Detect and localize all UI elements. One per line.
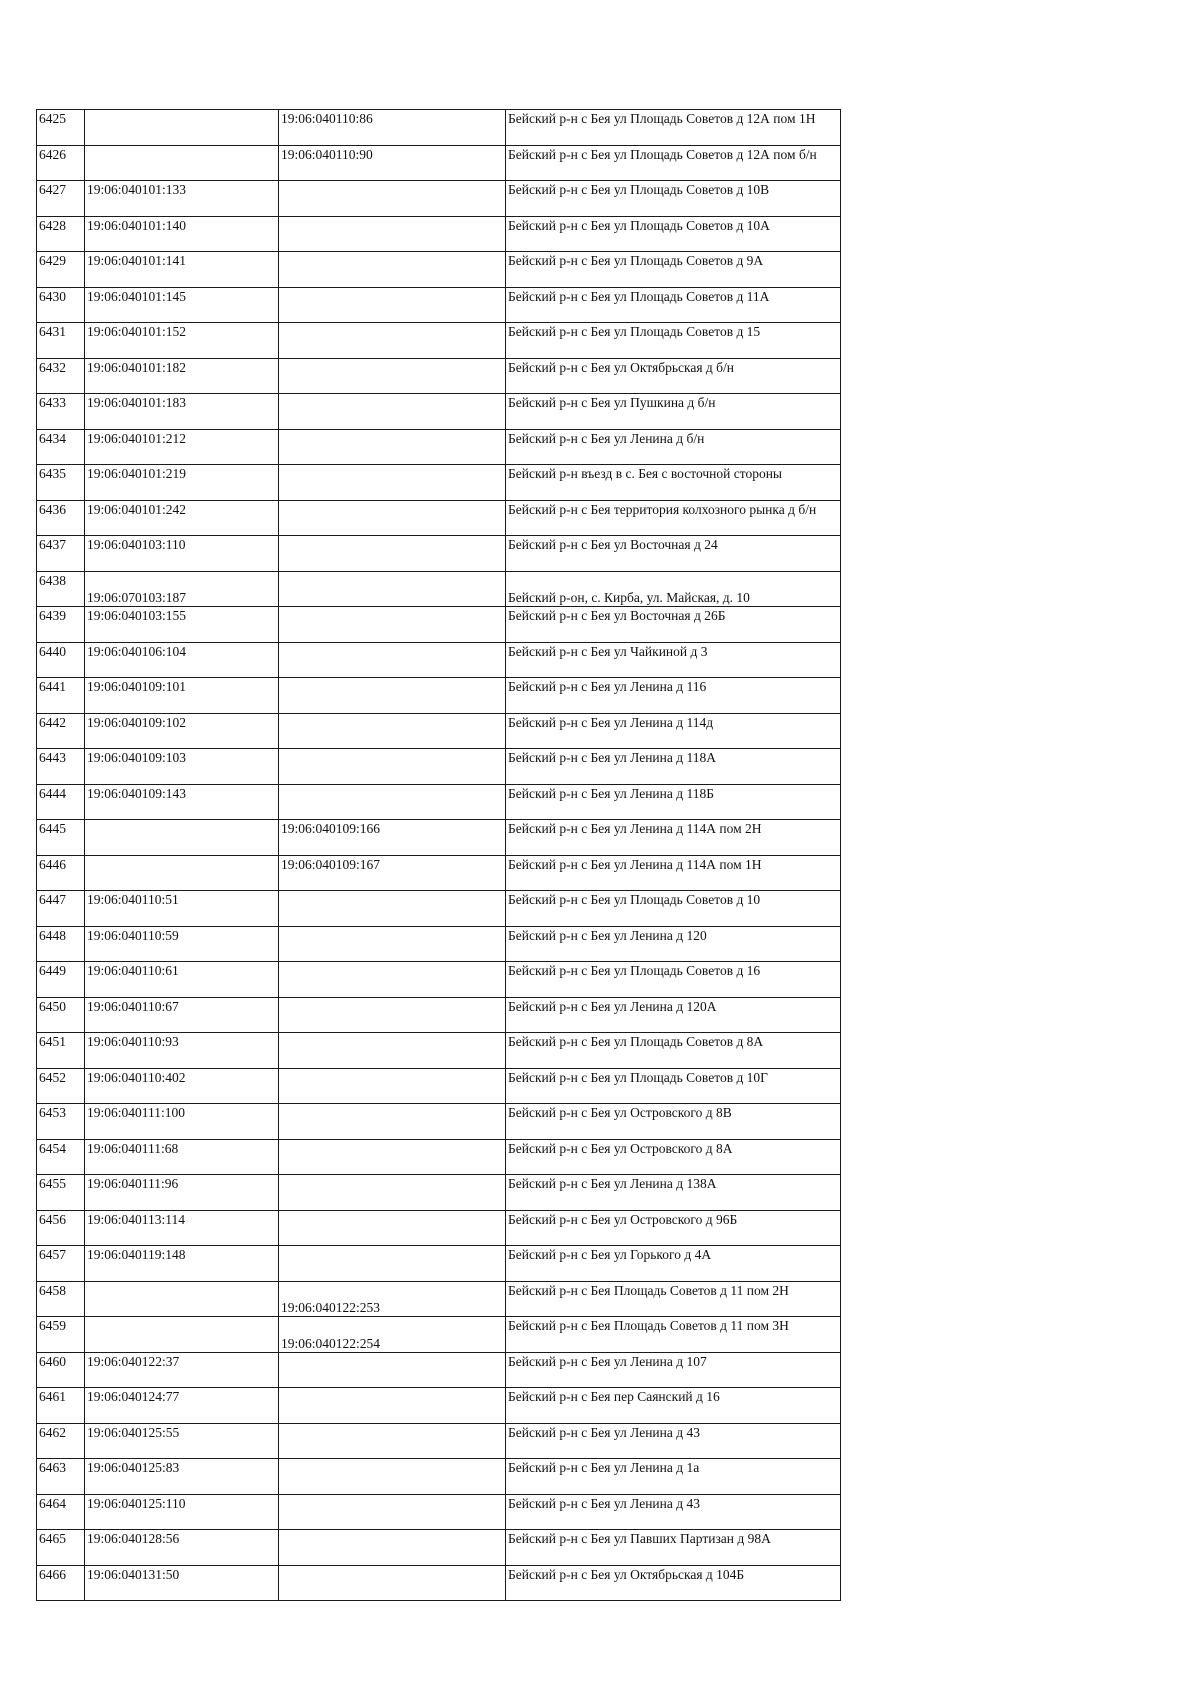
land-cadastral-number-cell: 19:06:040101:182 [85, 358, 279, 394]
land-cadastral-number-cell: 19:06:040113:114 [85, 1210, 279, 1246]
row-number-cell: 6439 [37, 607, 85, 643]
land-cadastral-number-cell: 19:06:040110:51 [85, 891, 279, 927]
address-cell: Бейский р-н с Бея ул Ленина д 118А [506, 749, 841, 785]
address-cell: Бейский р-н с Бея ул Островского д 8А [506, 1139, 841, 1175]
building-cadastral-number-cell [279, 642, 506, 678]
building-cadastral-number-cell [279, 678, 506, 714]
address-cell: Бейский р-н с Бея ул Ленина д 120 [506, 926, 841, 962]
building-cadastral-number-cell [279, 181, 506, 217]
row-number-cell: 6435 [37, 465, 85, 501]
address-cell: Бейский р-н с Бея ул Горького д 4А [506, 1246, 841, 1282]
address-cell: Бейский р-н с Бея ул Площадь Советов д 10 [506, 891, 841, 927]
building-cadastral-number-cell [279, 252, 506, 288]
table-row [37, 358, 841, 394]
table-row [37, 394, 841, 430]
address-cell: Бейский р-н с Бея ул Площадь Советов д 10А [506, 216, 841, 252]
row-number-cell: 6425 [37, 110, 85, 146]
row-number-cell: 6441 [37, 678, 85, 714]
address-cell: Бейский р-н с Бея ул Октябрьская д б/н [506, 358, 841, 394]
land-cadastral-number-cell: 19:06:040131:50 [85, 1565, 279, 1601]
row-number-cell: 6427 [37, 181, 85, 217]
row-number-cell: 6433 [37, 394, 85, 430]
address-cell: Бейский р-н с Бея Площадь Советов д 11 пом 2Н [506, 1281, 841, 1317]
address-cell: Бейский р-н с Бея ул Чайкиной д 3 [506, 642, 841, 678]
building-cadastral-number-cell: 19:06:040110:86 [279, 110, 506, 146]
address-cell: Бейский р-н с Бея ул Восточная д 26Б [506, 607, 841, 643]
land-cadastral-number-cell: 19:06:040128:56 [85, 1530, 279, 1566]
address-cell: Бейский р-н с Бея Площадь Советов д 11 пом 3Н [506, 1317, 841, 1353]
address-cell: Бейский р-н с Бея ул Ленина д 138А [506, 1175, 841, 1211]
building-cadastral-number-cell [279, 287, 506, 323]
table-row [37, 1530, 841, 1566]
row-number-cell: 6462 [37, 1423, 85, 1459]
row-number-cell: 6453 [37, 1104, 85, 1140]
land-cadastral-number-cell: 19:06:040109:101 [85, 678, 279, 714]
row-number-cell: 6431 [37, 323, 85, 359]
address-cell: Бейский р-н с Бея ул Ленина д 118Б [506, 784, 841, 820]
building-cadastral-number-cell [279, 607, 506, 643]
row-number-cell: 6452 [37, 1068, 85, 1104]
land-cadastral-number-cell: 19:06:040110:59 [85, 926, 279, 962]
table-row [37, 110, 841, 146]
address-cell: Бейский р-н с Бея ул Восточная д 24 [506, 536, 841, 572]
building-cadastral-number-cell [279, 1352, 506, 1388]
land-cadastral-number-cell: 19:06:040101:133 [85, 181, 279, 217]
land-cadastral-number-cell: 19:06:040110:402 [85, 1068, 279, 1104]
address-cell: Бейский р-н с Бея ул Ленина д 114А пом 2Н [506, 820, 841, 856]
building-cadastral-number-cell [279, 784, 506, 820]
land-cadastral-number-cell: 19:06:040109:143 [85, 784, 279, 820]
land-cadastral-number-cell: 19:06:040111:68 [85, 1139, 279, 1175]
table-row [37, 997, 841, 1033]
table-row [37, 1388, 841, 1424]
building-cadastral-number-cell [279, 1033, 506, 1069]
address-cell: Бейский р-н с Бея ул Площадь Советов д 8А [506, 1033, 841, 1069]
building-cadastral-number-cell [279, 1246, 506, 1282]
land-cadastral-number-cell: 19:06:040110:61 [85, 962, 279, 998]
address-cell: Бейский р-н с Бея ул Ленина д 107 [506, 1352, 841, 1388]
address-cell: Бейский р-н с Бея ул Ленина д 43 [506, 1494, 841, 1530]
land-cadastral-number-cell: 19:06:040124:77 [85, 1388, 279, 1424]
address-cell: Бейский р-н с Бея ул Площадь Советов д 12А пом б/н [506, 145, 841, 181]
land-cadastral-number-cell: 19:06:040125:110 [85, 1494, 279, 1530]
table-row [37, 465, 841, 501]
building-cadastral-number-cell [279, 1423, 506, 1459]
address-cell: Бейский р-н с Бея ул Площадь Советов д 9А [506, 252, 841, 288]
building-cadastral-number-cell [279, 713, 506, 749]
address-cell: Бейский р-н с Бея территория колхозного рынка д б/н [506, 500, 841, 536]
address-cell: Бейский р-н с Бея ул Пушкина д б/н [506, 394, 841, 430]
row-number-cell: 6454 [37, 1139, 85, 1175]
table-row [37, 287, 841, 323]
land-cadastral-number-cell: 19:06:040101:242 [85, 500, 279, 536]
table-row [37, 1175, 841, 1211]
land-cadastral-number-cell [85, 820, 279, 856]
land-cadastral-number-cell: 19:06:040125:83 [85, 1459, 279, 1495]
row-number-cell: 6443 [37, 749, 85, 785]
building-cadastral-number-cell [279, 216, 506, 252]
land-cadastral-number-cell: 19:06:040101:145 [85, 287, 279, 323]
table-row [37, 820, 841, 856]
table-row [37, 145, 841, 181]
row-number-cell: 6465 [37, 1530, 85, 1566]
address-cell: Бейский р-н с Бея ул Островского д 96Б [506, 1210, 841, 1246]
land-cadastral-number-cell [85, 855, 279, 891]
land-cadastral-number-cell: 19:06:040110:67 [85, 997, 279, 1033]
row-number-cell: 6444 [37, 784, 85, 820]
building-cadastral-number-cell [279, 394, 506, 430]
table-row [37, 181, 841, 217]
building-cadastral-number-cell [279, 926, 506, 962]
table-row [37, 855, 841, 891]
land-cadastral-number-cell: 19:06:040110:93 [85, 1033, 279, 1069]
table-row [37, 1494, 841, 1530]
land-cadastral-number-cell: 19:06:040101:212 [85, 429, 279, 465]
row-number-cell: 6447 [37, 891, 85, 927]
building-cadastral-number-cell: 19:06:040110:90 [279, 145, 506, 181]
building-cadastral-number-cell [279, 1459, 506, 1495]
row-number-cell: 6451 [37, 1033, 85, 1069]
table-row [37, 784, 841, 820]
table-row [37, 891, 841, 927]
land-cadastral-number-cell: 19:06:040111:100 [85, 1104, 279, 1140]
address-cell: Бейский р-н с Бея ул Ленина д 1а [506, 1459, 841, 1495]
land-cadastral-number-cell [85, 110, 279, 146]
address-cell: Бейский р-н с Бея ул Площадь Советов д 15 [506, 323, 841, 359]
row-number-cell: 6440 [37, 642, 85, 678]
address-cell: Бейский р-н с Бея ул Площадь Советов д 10В [506, 181, 841, 217]
address-cell: Бейский р-н с Бея ул Площадь Советов д 12А пом 1Н [506, 110, 841, 146]
building-cadastral-number-cell [279, 1210, 506, 1246]
table-row [37, 1104, 841, 1140]
building-cadastral-number-cell [279, 1388, 506, 1424]
row-number-cell: 6445 [37, 820, 85, 856]
land-cadastral-number-cell [85, 1281, 279, 1317]
table-row [37, 1565, 841, 1601]
building-cadastral-number-cell: 19:06:040109:166 [279, 820, 506, 856]
table-row [37, 926, 841, 962]
table-row [37, 607, 841, 643]
building-cadastral-number-cell [279, 323, 506, 359]
land-cadastral-number-cell [85, 145, 279, 181]
address-cell: Бейский р-н с Бея ул Площадь Советов д 16 [506, 962, 841, 998]
land-cadastral-number-cell [85, 1317, 279, 1353]
building-cadastral-number-cell [279, 1565, 506, 1601]
building-cadastral-number-cell: 19:06:040109:167 [279, 855, 506, 891]
table-row [37, 500, 841, 536]
land-cadastral-number-cell: 19:06:040103:110 [85, 536, 279, 572]
table-body [37, 110, 841, 1601]
address-cell: Бейский р-н с Бея ул Островского д 8В [506, 1104, 841, 1140]
address-cell: Бейский р-н с Бея ул Павших Партизан д 98А [506, 1530, 841, 1566]
table-row [37, 1352, 841, 1388]
table-row [37, 1459, 841, 1495]
row-number-cell: 6434 [37, 429, 85, 465]
row-number-cell: 6463 [37, 1459, 85, 1495]
row-number-cell: 6430 [37, 287, 85, 323]
address-cell: Бейский р-н с Бея ул Площадь Советов д 10Г [506, 1068, 841, 1104]
land-cadastral-number-cell: 19:06:040111:96 [85, 1175, 279, 1211]
building-cadastral-number-cell [279, 1139, 506, 1175]
table-row [37, 252, 841, 288]
building-cadastral-number-cell [279, 1175, 506, 1211]
land-cadastral-number-cell: 19:06:040109:102 [85, 713, 279, 749]
row-number-cell: 6426 [37, 145, 85, 181]
row-number-cell: 6438 [37, 571, 85, 607]
table-row [37, 571, 841, 607]
address-cell: Бейский р-н с Бея ул Ленина д 120А [506, 997, 841, 1033]
row-number-cell: 6449 [37, 962, 85, 998]
land-cadastral-number-cell: 19:06:040103:155 [85, 607, 279, 643]
building-cadastral-number-cell [279, 1494, 506, 1530]
land-cadastral-number-cell: 19:06:040106:104 [85, 642, 279, 678]
row-number-cell: 6442 [37, 713, 85, 749]
row-number-cell: 6456 [37, 1210, 85, 1246]
table-row [37, 1281, 841, 1317]
land-cadastral-number-cell: 19:06:040125:55 [85, 1423, 279, 1459]
table-row [37, 962, 841, 998]
row-number-cell: 6459 [37, 1317, 85, 1353]
address-cell: Бейский р-н въезд в с. Бея с восточной стороны [506, 465, 841, 501]
row-number-cell: 6437 [37, 536, 85, 572]
building-cadastral-number-cell [279, 500, 506, 536]
table-row [37, 216, 841, 252]
table-row [37, 429, 841, 465]
row-number-cell: 6461 [37, 1388, 85, 1424]
address-cell: Бейский р-н с Бея ул Ленина д 114д [506, 713, 841, 749]
building-cadastral-number-cell [279, 891, 506, 927]
land-cadastral-number-cell: 19:06:040101:141 [85, 252, 279, 288]
table-row [37, 1033, 841, 1069]
table-row [37, 536, 841, 572]
row-number-cell: 6450 [37, 997, 85, 1033]
land-cadastral-number-cell: 19:06:040122:37 [85, 1352, 279, 1388]
table-row [37, 713, 841, 749]
property-registry-table [36, 109, 841, 1601]
building-cadastral-number-cell [279, 465, 506, 501]
table-row [37, 1423, 841, 1459]
row-number-cell: 6466 [37, 1565, 85, 1601]
building-cadastral-number-cell [279, 1068, 506, 1104]
building-cadastral-number-cell [279, 749, 506, 785]
address-cell: Бейский р-н с Бея ул Ленина д 116 [506, 678, 841, 714]
address-cell: Бейский р-он, с. Кирба, ул. Майская, д. 10 [506, 571, 841, 607]
address-cell: Бейский р-н с Бея ул Ленина д 43 [506, 1423, 841, 1459]
row-number-cell: 6436 [37, 500, 85, 536]
land-cadastral-number-cell: 19:06:040101:140 [85, 216, 279, 252]
building-cadastral-number-cell [279, 358, 506, 394]
building-cadastral-number-cell [279, 1104, 506, 1140]
land-cadastral-number-cell: 19:06:040119:148 [85, 1246, 279, 1282]
table-row [37, 642, 841, 678]
building-cadastral-number-cell [279, 962, 506, 998]
row-number-cell: 6460 [37, 1352, 85, 1388]
building-cadastral-number-cell [279, 1530, 506, 1566]
row-number-cell: 6455 [37, 1175, 85, 1211]
table-row [37, 749, 841, 785]
land-cadastral-number-cell: 19:06:040101:219 [85, 465, 279, 501]
building-cadastral-number-cell [279, 429, 506, 465]
address-cell: Бейский р-н с Бея ул Ленина д 114А пом 1Н [506, 855, 841, 891]
building-cadastral-number-cell [279, 997, 506, 1033]
address-cell: Бейский р-н с Бея пер Саянский д 16 [506, 1388, 841, 1424]
table-row [37, 1139, 841, 1175]
building-cadastral-number-cell [279, 571, 506, 607]
row-number-cell: 6464 [37, 1494, 85, 1530]
land-cadastral-number-cell: 19:06:070103:187 [85, 571, 279, 607]
building-cadastral-number-cell [279, 536, 506, 572]
table-row [37, 1210, 841, 1246]
row-number-cell: 6428 [37, 216, 85, 252]
table-row [37, 1246, 841, 1282]
building-cadastral-number-cell: 19:06:040122:253 [279, 1281, 506, 1317]
address-cell: Бейский р-н с Бея ул Октябрьская д 104Б [506, 1565, 841, 1601]
land-cadastral-number-cell: 19:06:040109:103 [85, 749, 279, 785]
address-cell: Бейский р-н с Бея ул Ленина д б/н [506, 429, 841, 465]
row-number-cell: 6457 [37, 1246, 85, 1282]
table-row [37, 1317, 841, 1353]
land-cadastral-number-cell: 19:06:040101:183 [85, 394, 279, 430]
table-row [37, 323, 841, 359]
table-row [37, 1068, 841, 1104]
row-number-cell: 6446 [37, 855, 85, 891]
row-number-cell: 6458 [37, 1281, 85, 1317]
address-cell: Бейский р-н с Бея ул Площадь Советов д 11А [506, 287, 841, 323]
row-number-cell: 6448 [37, 926, 85, 962]
row-number-cell: 6432 [37, 358, 85, 394]
building-cadastral-number-cell: 19:06:040122:254 [279, 1317, 506, 1353]
table-row [37, 678, 841, 714]
row-number-cell: 6429 [37, 252, 85, 288]
land-cadastral-number-cell: 19:06:040101:152 [85, 323, 279, 359]
